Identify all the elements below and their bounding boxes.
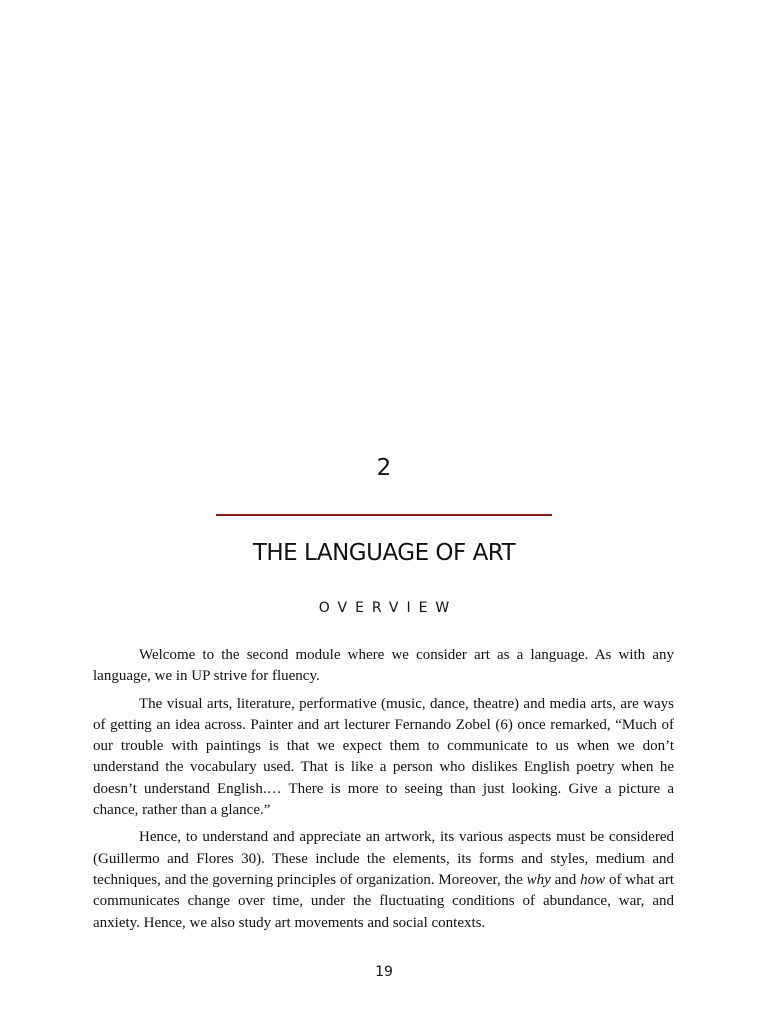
paragraph-hence-part2: of what art communicates change over time, under the fluctuating conditions of abundance, war, and anxiety. Hence, we also study art movements and social contexts. bbox=[93, 871, 675, 931]
body-text bbox=[93, 645, 674, 940]
emphasis-how: how bbox=[580, 871, 606, 888]
paragraph-welcome: Welcome to the second module where we consider art as a language. As with any language, we in UP strive for fluency. bbox=[93, 647, 674, 685]
chapter-number: 2 bbox=[376, 455, 392, 481]
paragraph-hence bbox=[93, 827, 674, 933]
paragraph-visual-arts: The visual arts, literature, performative (music, dance, theatre) and media arts, are ways of getting an idea across. Painter and art lecturer Fernando Zobel (6) once remarked, “Much of our trouble with paintings is that we expect them to communicate to us when we don’t understand the vocabulary used. That is like a person who dislikes English poetry when he doesn’t understand English.… There is more to seeing than just looking. Give a picture a chance, rather than a glance.” bbox=[93, 695, 674, 819]
chapter-title: THE LANGUAGE OF ART bbox=[252, 540, 516, 566]
section-heading: OVERVIEW bbox=[318, 600, 458, 616]
page-number: 19 bbox=[375, 964, 393, 980]
paragraph-hence-and: and bbox=[554, 871, 577, 888]
paragraph-hence-part1: Hence, to understand and appreciate an artwork, its various aspects must be considered (Guillermo and Flores 30). These include the elements, its forms and styles, medium and techniques, and the governing principles of organization. Moreover, the bbox=[93, 829, 674, 888]
chapter-divider-rule bbox=[216, 514, 552, 516]
emphasis-why: why bbox=[526, 871, 551, 888]
